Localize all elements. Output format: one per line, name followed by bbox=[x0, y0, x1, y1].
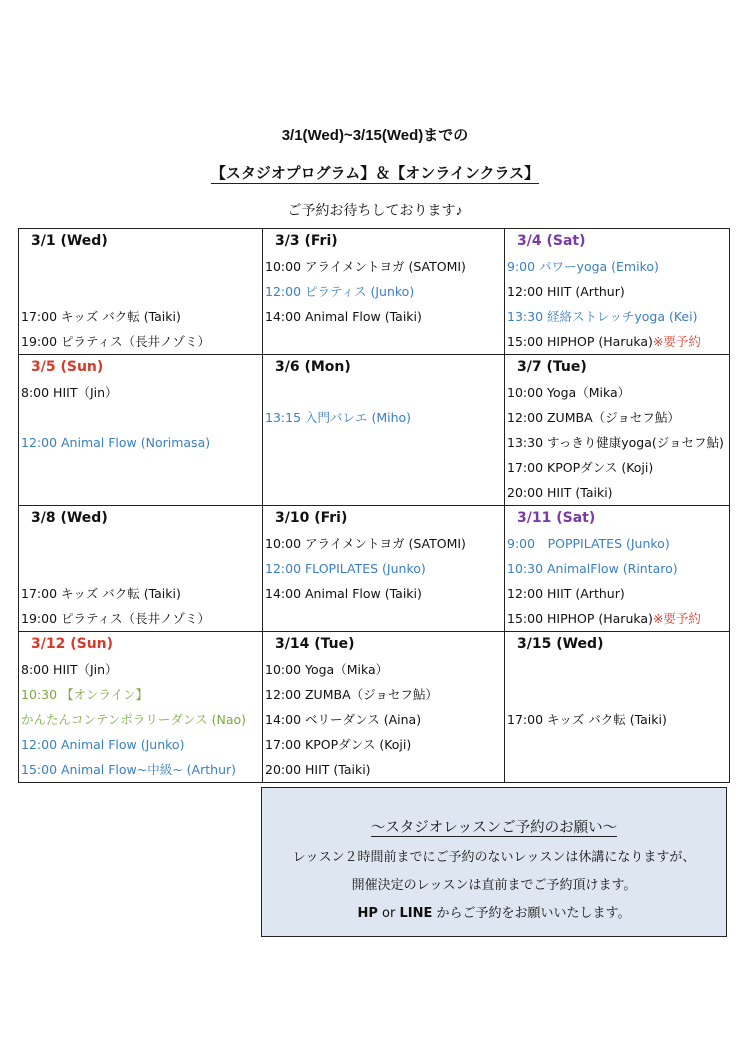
class-slot bbox=[505, 682, 729, 707]
programs-title-text: 【スタジオプログラム】＆【オンラインクラス】 bbox=[210, 165, 540, 182]
class-slot bbox=[263, 606, 504, 631]
class-slot bbox=[505, 707, 729, 732]
class-slot bbox=[263, 430, 504, 455]
class-text: 8:00 HIIT（Jin） bbox=[21, 662, 118, 677]
class-slot bbox=[263, 757, 504, 782]
class-slot bbox=[263, 657, 504, 682]
class-slot bbox=[263, 581, 504, 606]
class-slot bbox=[19, 380, 262, 405]
class-text: 15:00 HIPHOP (Haruka) bbox=[507, 611, 653, 626]
notice-line-app: LINE bbox=[399, 906, 433, 921]
day-cell bbox=[19, 506, 263, 632]
notice-rest: からご予約をお願いいたします。 bbox=[432, 906, 631, 921]
class-slot bbox=[505, 531, 729, 556]
class-text: 14:00 Animal Flow (Taiki) bbox=[265, 586, 422, 601]
day-heading: 3/6 (Mon) bbox=[275, 359, 351, 375]
class-slot bbox=[19, 254, 262, 279]
class-text: 10:00 Yoga（Mika） bbox=[265, 662, 389, 677]
class-slot bbox=[505, 480, 729, 505]
class-text: 17:00 キッズ バク転 (Taiki) bbox=[507, 712, 667, 727]
class-slot bbox=[263, 380, 504, 405]
class-text: 12:00 FLOPILATES (Junko) bbox=[265, 561, 426, 576]
class-slot bbox=[19, 405, 262, 430]
class-text: 17:00 KPOPダンス (Koji) bbox=[507, 460, 654, 475]
class-text: 13:30 経絡ストレッチyoga (Kei) bbox=[507, 309, 698, 324]
notice-line-3 bbox=[262, 902, 726, 921]
class-text: 20:00 HIIT (Taiki) bbox=[265, 762, 371, 777]
class-text: 19:00 ピラティス（長井ノゾミ） bbox=[21, 611, 210, 626]
reservation-required-mark: ※要予約 bbox=[652, 611, 701, 626]
class-slot bbox=[19, 430, 262, 455]
day-heading: 3/15 (Wed) bbox=[517, 636, 604, 652]
class-slot bbox=[505, 279, 729, 304]
class-slot bbox=[505, 304, 729, 329]
class-slot bbox=[19, 606, 262, 631]
day-heading: 3/8 (Wed) bbox=[31, 510, 108, 526]
class-slot bbox=[505, 430, 729, 455]
class-slot bbox=[505, 254, 729, 279]
class-text: 13:15 入門バレエ (Miho) bbox=[265, 410, 412, 425]
day-heading: 3/3 (Fri) bbox=[275, 233, 338, 249]
day-cell bbox=[19, 229, 263, 355]
notice-title bbox=[262, 816, 726, 837]
class-text: 10:30 AnimalFlow (Rintaro) bbox=[507, 561, 678, 576]
class-text: 12:00 HIIT (Arthur) bbox=[507, 586, 625, 601]
class-slot bbox=[505, 657, 729, 682]
day-cell bbox=[263, 229, 505, 355]
class-slot bbox=[263, 556, 504, 581]
day-heading: 3/12 (Sun) bbox=[31, 636, 114, 652]
class-text: 8:00 HIIT（Jin） bbox=[21, 385, 118, 400]
day-cell bbox=[505, 506, 730, 632]
tagline: ご予約お待ちしております♪ bbox=[287, 202, 463, 218]
schedule-row bbox=[19, 229, 730, 355]
class-slot bbox=[263, 405, 504, 430]
day-heading: 3/1 (Wed) bbox=[31, 233, 108, 249]
class-slot bbox=[263, 732, 504, 757]
class-slot bbox=[505, 581, 729, 606]
class-text: かんたんコンテンポラリーダンス (Nao) bbox=[21, 712, 247, 727]
class-text: 12:00 Animal Flow (Norimasa) bbox=[21, 435, 211, 450]
notice-hp: HP bbox=[357, 906, 378, 921]
class-slot bbox=[505, 380, 729, 405]
class-text: 9:00 パワーyoga (Emiko) bbox=[507, 259, 659, 274]
notice-line-1: レッスン２時間前までにご予約のないレッスンは休講になりますが、 bbox=[292, 850, 696, 865]
class-text: 12:00 ZUMBA（ジョセフ鮎） bbox=[507, 410, 680, 425]
day-cell bbox=[19, 355, 263, 506]
class-slot bbox=[505, 329, 729, 354]
schedule-row bbox=[19, 355, 730, 506]
class-text: 15:00 HIPHOP (Haruka) bbox=[507, 334, 653, 349]
day-heading: 3/11 (Sat) bbox=[517, 510, 596, 526]
class-slot bbox=[19, 581, 262, 606]
class-text: 17:00 キッズ バク転 (Taiki) bbox=[21, 309, 181, 324]
class-text: 10:00 Yoga（Mika） bbox=[507, 385, 631, 400]
class-text: 13:30 すっきり健康yoga(ジョセフ鮎) bbox=[507, 435, 724, 450]
class-text: 12:00 ピラティス (Junko) bbox=[265, 284, 415, 299]
notice-line-2: 開催決定のレッスンは直前までご予約頂けます。 bbox=[351, 878, 637, 893]
class-slot bbox=[19, 329, 262, 354]
class-text: 10:00 アライメントヨガ (SATOMI) bbox=[265, 536, 466, 551]
class-slot bbox=[505, 556, 729, 581]
day-cell bbox=[19, 632, 263, 783]
class-text: 12:00 HIIT (Arthur) bbox=[507, 284, 625, 299]
class-slot bbox=[263, 707, 504, 732]
class-text: 10:00 アライメントヨガ (SATOMI) bbox=[265, 259, 466, 274]
notice-or: or bbox=[377, 906, 400, 921]
class-text: 14:00 Animal Flow (Taiki) bbox=[265, 309, 422, 324]
class-text: 15:00 Animal Flow~中級~ (Arthur) bbox=[21, 762, 237, 777]
class-text: 12:00 ZUMBA（ジョセフ鮎） bbox=[265, 687, 438, 702]
schedule-row bbox=[19, 506, 730, 632]
day-cell bbox=[263, 355, 505, 506]
class-slot bbox=[19, 531, 262, 556]
class-slot bbox=[505, 455, 729, 480]
class-slot bbox=[19, 556, 262, 581]
class-text: 12:00 Animal Flow (Junko) bbox=[21, 737, 185, 752]
day-heading: 3/7 (Tue) bbox=[517, 359, 587, 375]
class-slot bbox=[505, 405, 729, 430]
class-text: 19:00 ピラティス（長井ノゾミ） bbox=[21, 334, 210, 349]
day-heading: 3/4 (Sat) bbox=[517, 233, 586, 249]
class-text: 14:00 ベリーダンス (Aina) bbox=[265, 712, 422, 727]
programs-title bbox=[0, 162, 750, 183]
day-cell bbox=[505, 632, 730, 783]
class-slot bbox=[19, 682, 262, 707]
class-slot bbox=[19, 732, 262, 757]
class-slot bbox=[19, 455, 262, 480]
day-heading: 3/10 (Fri) bbox=[275, 510, 348, 526]
class-slot bbox=[505, 757, 729, 782]
schedule-row bbox=[19, 632, 730, 783]
class-slot bbox=[19, 304, 262, 329]
class-slot bbox=[263, 531, 504, 556]
schedule-table bbox=[18, 228, 730, 783]
day-cell bbox=[505, 229, 730, 355]
class-slot bbox=[505, 732, 729, 757]
day-cell bbox=[263, 632, 505, 783]
reservation-required-mark: ※要予約 bbox=[652, 334, 701, 349]
class-slot bbox=[263, 682, 504, 707]
class-text: 17:00 KPOPダンス (Koji) bbox=[265, 737, 412, 752]
class-slot bbox=[263, 455, 504, 480]
day-heading: 3/14 (Tue) bbox=[275, 636, 355, 652]
class-text: 10:30 【オンライン】 bbox=[21, 687, 149, 702]
class-slot bbox=[263, 279, 504, 304]
class-slot bbox=[263, 304, 504, 329]
class-slot bbox=[263, 254, 504, 279]
class-slot bbox=[19, 657, 262, 682]
day-cell bbox=[263, 506, 505, 632]
class-slot bbox=[19, 757, 262, 782]
class-slot bbox=[263, 329, 504, 354]
class-slot bbox=[505, 606, 729, 631]
day-heading: 3/5 (Sun) bbox=[31, 359, 104, 375]
class-text: 17:00 キッズ バク転 (Taiki) bbox=[21, 586, 181, 601]
class-text: 20:00 HIIT (Taiki) bbox=[507, 485, 613, 500]
class-slot bbox=[19, 707, 262, 732]
notice-title-text: ～スタジオレッスンご予約のお願い～ bbox=[370, 820, 618, 836]
reservation-notice bbox=[261, 787, 727, 937]
day-cell bbox=[505, 355, 730, 506]
period-title: 3/1(Wed)~3/15(Wed)までの bbox=[281, 127, 469, 144]
class-text: 9:00 POPPILATES (Junko) bbox=[507, 536, 670, 551]
class-slot bbox=[19, 279, 262, 304]
